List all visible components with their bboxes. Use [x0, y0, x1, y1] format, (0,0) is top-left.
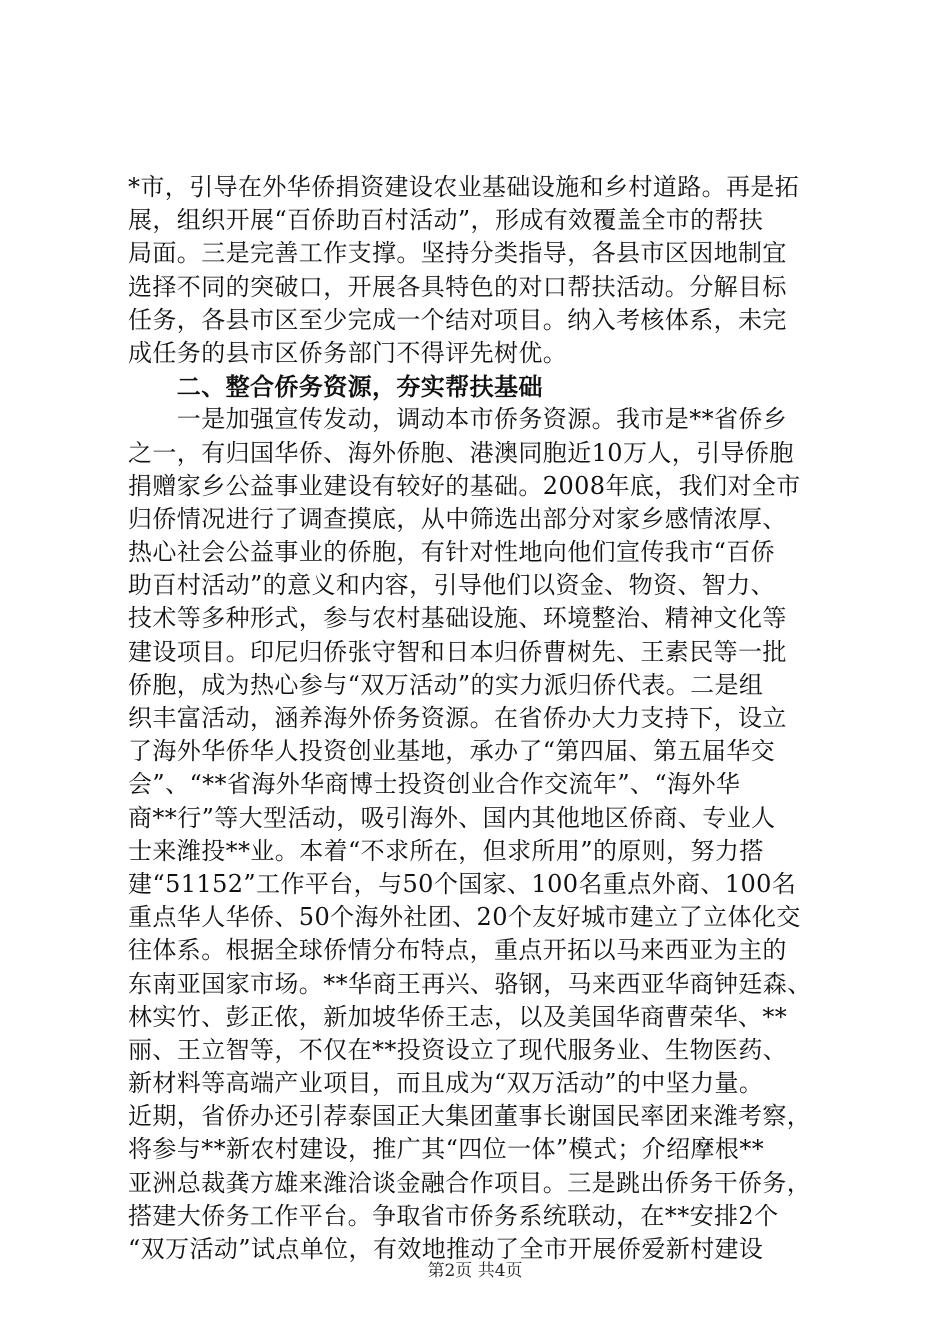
text-line: 归侨情况进行了调查摸底，从中筛选出部分对家乡感情浓厚、 — [128, 504, 787, 533]
text-line: 往体系。根据全球侨情分布特点，重点开拓以马来西亚为主的 — [128, 936, 787, 965]
text-line: 选择不同的突破口，开展各具特色的对口帮扶活动。分解目标 — [128, 272, 787, 301]
text-line: 了海外华侨华人投资创业基地，承办了“第四届、第五届华交 — [128, 737, 776, 766]
text-line: 东南亚国家市场。**华商王再兴、骆钢，马来西亚华商钟廷森、 — [128, 969, 812, 998]
text-line: 热心社会公益事业的侨胞，有针对性地向他们宣传我市“百侨 — [128, 538, 776, 567]
text-line: *市，引导在外华侨捐资建设农业基础设施和乡村道路。再是拓 — [128, 173, 800, 201]
text-line: 侨胞，成为热心参与“双万活动”的实力派归侨代表。二是组 — [128, 670, 764, 699]
text-line: 一是加强宣传发动，调动本市侨务资源。我市是**省侨乡 — [128, 405, 788, 434]
text-line: 会”、“**省海外华商博士投资创业合作交流年”、“海外华 — [128, 770, 741, 799]
text-line: 士来潍投**业。本着“不求所在，但求所用”的原则，努力搭 — [128, 836, 764, 865]
text-line: 重点华人华侨、50个海外社团、20个友好城市建立了立体化交 — [128, 903, 801, 932]
text-line: 搭建大侨务工作平台。争取省市侨务系统联动，在**安排2个 — [128, 1201, 779, 1230]
text-line: 丽、王立智等，不仅在**投资设立了现代服务业、生物医药、 — [128, 1035, 788, 1064]
text-line: 建“51152”工作平台，与50个国家、100名重点外商、100名 — [128, 869, 797, 898]
text-line: 捐赠家乡公益事业建设有较好的基础。2008年底，我们对全市 — [128, 471, 801, 500]
text-line: 织丰富活动，涵养海外侨务资源。在省侨办大力支持下，设立 — [128, 704, 787, 732]
text-line: 林实竹、彭正侬，新加坡华侨王志，以及美国华商曹荣华、** — [128, 1002, 788, 1031]
text-line: 近期，省侨办还引荐泰国正大集团董事长谢国民率团来潍考察， — [128, 1102, 812, 1131]
text-line: 新材料等高端产业项目，而且成为“双万活动”的中坚力量。 — [128, 1069, 764, 1098]
text-line: 局面。三是完善工作支撑。坚持分类指导，各县市区因地制宜 — [128, 239, 787, 268]
text-line: 将参与**新农村建设，推广其“四位一体”模式；介绍摩根** — [128, 1135, 765, 1164]
text-line: 商**行”等大型活动，吸引海外、国内其他地区侨商、专业人 — [128, 803, 776, 832]
text-line: 任务，各县市区至少完成一个结对项目。纳入考核体系，未完 — [128, 305, 787, 334]
text-line: “双万活动”试点单位，有效地推动了全市开展侨爱新村建设 — [128, 1235, 764, 1263]
text-line: 展，组织开展“百侨助百村活动”，形成有效覆盖全市的帮扶 — [128, 206, 764, 235]
body-text — [128, 171, 833, 1266]
text-line: 之一，有归国华侨、海外侨胞、港澳同胞近10万人，引导侨胞 — [128, 438, 794, 467]
text-line: 技术等多种形式，参与农村基础设施、环境整治、精神文化等 — [128, 604, 787, 633]
page-footer: 第2页 共4页 — [427, 1261, 523, 1281]
text-line: 亚洲总裁龚方雄来潍洽谈金融合作项目。三是跳出侨务干侨务， — [128, 1168, 812, 1197]
text-line: 建设项目。印尼归侨张守智和日本归侨曹树先、王素民等一批 — [128, 637, 787, 666]
section-heading: 二、整合侨务资源，夯实帮扶基础 — [128, 372, 543, 402]
text-line: 成任务的县市区侨务部门不得评先树优。 — [128, 338, 568, 367]
text-line: 助百村活动”的意义和内容，引导他们以资金、物资、智力、 — [128, 571, 776, 600]
